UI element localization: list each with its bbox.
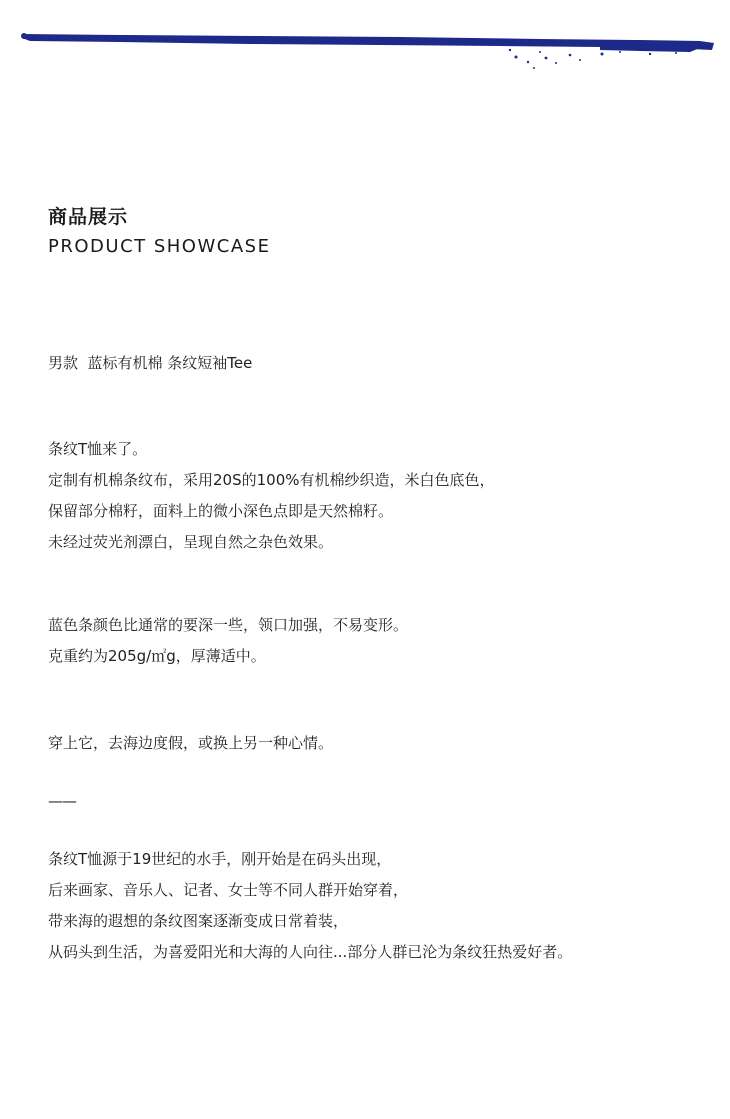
text-line: 条纹T恤源于19世纪的水手，刚开始是在码头出现， bbox=[48, 850, 392, 868]
description-paragraph-fabric bbox=[48, 434, 495, 558]
text-line: 定制有机棉条纹布，采用20S的100%有机棉纱织造，米白色底色， bbox=[48, 471, 495, 489]
text-line: 条纹T恤来了。 bbox=[48, 440, 148, 458]
product-name: 男款 蓝标有机棉 条纹短袖Tee bbox=[48, 354, 253, 372]
text-line: 从码头到生活，为喜爱阳光和大海的人向往...部分人群已沦为条纹狂热爱好者。 bbox=[48, 943, 573, 961]
text-line: 未经过荧光剂漂白，呈现自然之杂色效果。 bbox=[48, 533, 334, 551]
section-title-english: PRODUCT SHOWCASE bbox=[48, 236, 271, 257]
text-line: 后来画家、音乐人、记者、女士等不同人群开始穿着， bbox=[48, 881, 409, 899]
text-line: 保留部分棉籽，面料上的微小深色点即是天然棉籽。 bbox=[48, 502, 394, 520]
brush-stroke-decoration bbox=[0, 0, 730, 80]
text-line: 穿上它，去海边度假，或换上另一种心情。 bbox=[48, 734, 334, 752]
description-paragraph-mood bbox=[48, 728, 333, 759]
text-line: 克重约为205g/㎡g，厚薄适中。 bbox=[48, 647, 266, 665]
divider: —— bbox=[48, 792, 76, 810]
text-line: 带来海的遐想的条纹图案逐渐变成日常着装， bbox=[48, 912, 349, 930]
section-title-chinese: 商品展示 bbox=[48, 206, 129, 228]
text-line: 蓝色条颜色比通常的要深一些，领口加强，不易变形。 bbox=[48, 616, 409, 634]
section-heading bbox=[48, 204, 270, 260]
description-paragraph-history bbox=[48, 844, 572, 968]
description-paragraph-color-weight bbox=[48, 610, 408, 672]
